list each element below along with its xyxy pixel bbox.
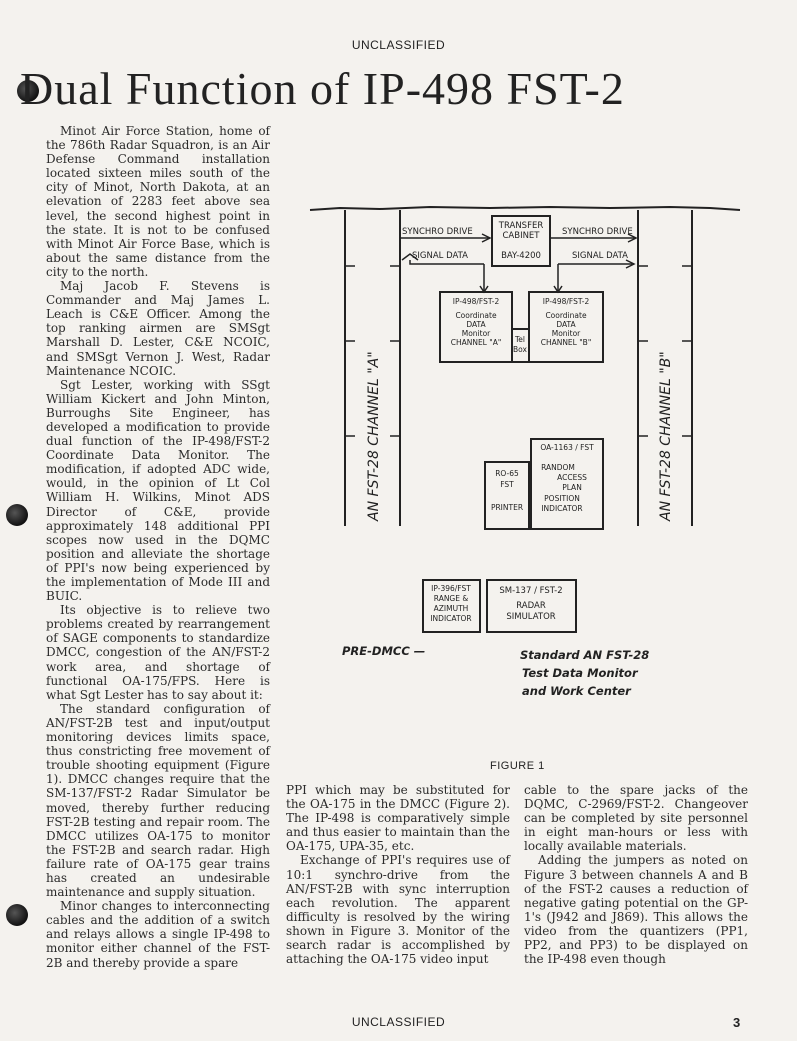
paragraph: Maj Jacob F. Stevens is Commander and Maj James L. Leach is C&E Officer. Among the top ranking airmen are SMSgt Marshall D. Lester, C&E NCOIC, and SMSgt Vernon J. West, Radar Maintenance NCOIC. bbox=[46, 279, 270, 378]
tel-box-label: Tel bbox=[514, 335, 526, 344]
synchro-drive-right-label: SYNCHRO DRIVE bbox=[562, 227, 633, 237]
paragraph: cable to the spare jacks of the DQMC, C-2969/FST-2. Changeover can be completed by site personnel in eight man-hours or less with locally available materials. bbox=[524, 783, 748, 854]
figure-caption: FIGURE 1 bbox=[490, 760, 545, 772]
standard-label: Test Data Monitor bbox=[522, 666, 638, 680]
ip396-label: RANGE & bbox=[433, 594, 469, 603]
pre-dmcc-label: PRE-DMCC — bbox=[342, 644, 426, 658]
channel-a-label: AN FST-28 CHANNEL "A" bbox=[366, 351, 382, 521]
ip396-label: AZIMUTH bbox=[433, 604, 469, 613]
oa1163-label: PLAN bbox=[562, 483, 582, 492]
ip498-a-label: IP-498/FST-2 bbox=[452, 297, 500, 306]
paragraph: Minot Air Force Station, home of the 786th Radar Squadron, is an Air Defense Command installation located sixteen miles south of the city of Minot, North Dakota, at an elevation of 2283 feet above sea level, the second highest point in the state. It is not to be confused with Minot Air Force Base, which is about the same distance from the city to the north. bbox=[46, 124, 270, 279]
transfer-cabinet-label: TRANSFER bbox=[498, 221, 544, 231]
ro65-label: FST bbox=[500, 480, 514, 489]
tel-box-label: Box bbox=[513, 345, 527, 354]
column-1 bbox=[46, 124, 270, 970]
oa1163-label: INDICATOR bbox=[541, 504, 583, 513]
ip498-a-label: Coordinate bbox=[455, 311, 497, 320]
oa1163-label: OA-1163 / FST bbox=[540, 443, 594, 452]
binder-hole-icon bbox=[6, 504, 28, 526]
oa1163-label: ACCESS bbox=[557, 473, 587, 482]
paragraph: Adding the jumpers as noted on Figure 3 between channels A and B of the FST-2 causes a reduction of negative gating potential on the GP-1's (J942 and J869). This allows the video from the quantizers (PP1, PP2, and PP3) to be displayed on the IP-498 even though bbox=[524, 853, 748, 967]
synchro-drive-left-label: SYNCHRO DRIVE bbox=[402, 227, 473, 237]
paragraph: Its objective is to relieve two problems created by rearrangement of SAGE components to standardize DMCC, congestion of the AN/FST-2 work area, and shortage of functional OA-175/FPS. Here is what Sgt Lester has to say about it: bbox=[46, 603, 270, 702]
ip498-b-label: CHANNEL "B" bbox=[540, 338, 592, 347]
column-2 bbox=[286, 783, 510, 966]
sm137-label: SIMULATOR bbox=[506, 612, 556, 622]
ip498-a-label: DATA bbox=[466, 320, 486, 329]
ip396-label: IP-396/FST bbox=[431, 584, 471, 593]
ip498-a-label: Monitor bbox=[461, 329, 491, 338]
paragraph: The standard configuration of AN/FST-2B test and input/output monitoring devices limits space, thus constricting free movement of trouble shooting equipment (Figure 1). DMCC changes require that the SM-137/FST-2 Radar Simulator be moved, thereby further reducing FST-2B testing and repair room. The DMCC utilizes OA-175 to monitor the FST-2B and search radar. High failure rate of OA-175 gear trains has created an undesirable maintenance and supply situation. bbox=[46, 701, 270, 900]
oa1163-label: POSITION bbox=[544, 494, 580, 503]
paragraph: PPI which may be substituted for the OA-175 in the DMCC (Figure 2). The IP-498 is comparatively simple and thus easier to maintain than the OA-175, UPA-35, etc. bbox=[286, 783, 510, 854]
channel-b-label: AN FST-28 CHANNEL "B" bbox=[658, 351, 674, 521]
signal-data-left-label: SIGNAL DATA bbox=[412, 251, 468, 261]
standard-label: and Work Center bbox=[522, 684, 631, 698]
oa1163-label: RANDOM bbox=[541, 463, 575, 472]
standard-label: Standard AN FST-28 bbox=[520, 648, 650, 662]
page-number: 3 bbox=[733, 1015, 741, 1030]
ip498-b-label: DATA bbox=[556, 320, 576, 329]
paragraph: Exchange of PPI's requires use of 10:1 synchro-drive from the AN/FST-2B with sync interruption each revolution. The apparent difficulty is resolved by the wiring shown in Figure 3. Monitor of the search radar is accomplished by attaching the OA-175 video input bbox=[286, 853, 510, 967]
column-3 bbox=[524, 783, 748, 966]
article-title: Dual Function of IP-498 FST-2 bbox=[20, 63, 625, 114]
signal-data-right-label: SIGNAL DATA bbox=[572, 251, 628, 261]
figure-1-diagram bbox=[300, 196, 750, 711]
ip498-b-label: Monitor bbox=[551, 329, 581, 338]
ip498-b-label: Coordinate bbox=[545, 311, 587, 320]
ip498-a-label: CHANNEL "A" bbox=[450, 338, 502, 347]
binder-hole-icon bbox=[6, 904, 28, 926]
ro65-label: RO-65 bbox=[495, 469, 519, 478]
transfer-cabinet-label: CABINET bbox=[502, 231, 540, 241]
ro65-label: PRINTER bbox=[490, 503, 524, 512]
sm137-label: SM-137 / FST-2 bbox=[499, 586, 563, 596]
sm137-label: RADAR bbox=[516, 601, 546, 611]
transfer-cabinet-label: BAY-4200 bbox=[501, 251, 541, 261]
classification-footer: UNCLASSIFIED bbox=[351, 1015, 446, 1029]
classification-header: UNCLASSIFIED bbox=[351, 38, 446, 52]
paragraph: Sgt Lester, working with SSgt William Kickert and John Minton, Burroughs Site Engineer, has developed a modification to provide dual function of the IP-498/FST-2 Coordinate Data Monitor. The modification, if adopted ADC wide, would, in the opinion of Lt Col William H. Wilkins, Minot ADS Director of C&E, provide approximately 148 additional PPI scopes now used in the DQMC position and alleviate the shortage of PPI's now being experienced by the implementation of Mode III and BUIC. bbox=[46, 377, 270, 604]
ip498-b-label: IP-498/FST-2 bbox=[542, 297, 590, 306]
ip396-label: INDICATOR bbox=[430, 614, 472, 623]
paragraph: Minor changes to interconnecting cables and the addition of a switch and relays allows a single IP-498 to monitor either channel of the FST-2B and thereby provide a spare bbox=[46, 899, 270, 970]
